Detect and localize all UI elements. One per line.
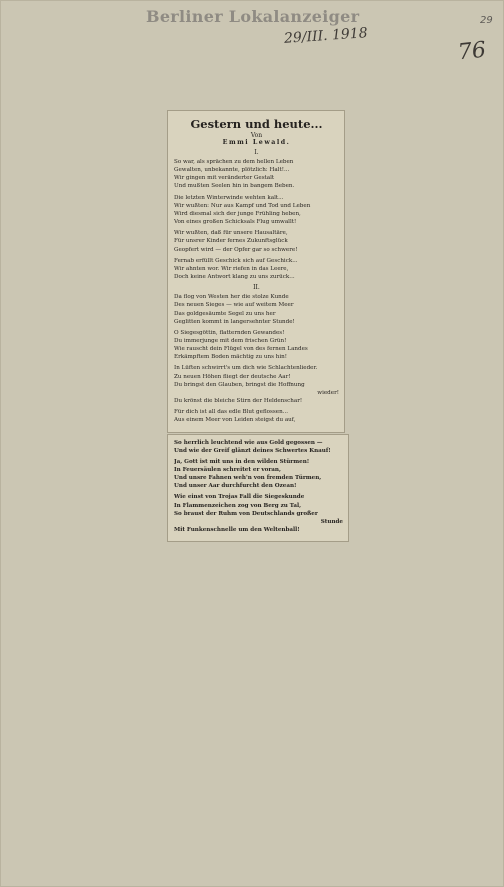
poem-line: Erkämpftem Boden mächtig zu uns hin!: [174, 354, 288, 361]
clipping-top-piece: [167, 110, 345, 433]
section-number-1: I.: [254, 149, 259, 156]
poem-line: Fernab erfüllt Geschick sich auf Geschick...: [174, 257, 298, 264]
poem-line: Und unser Aar durchfurcht den Ozean!: [174, 483, 297, 490]
poem-line: Du bringst den Glauben, bringst die Hoffnung: [174, 381, 305, 388]
poem-line: Wir wußten: Nur aus Kampf und Tod und Leben: [174, 202, 311, 209]
poem-line: Und unsre Fahnen weh'n von fremden Türmen,: [174, 475, 322, 482]
poem-stanza: [174, 293, 339, 326]
poem-stanza: [174, 194, 339, 227]
poem-part-1: [174, 158, 339, 281]
poem-stanza: [174, 329, 339, 362]
poem-stanza: [174, 458, 343, 491]
newspaper-stamp: Berliner Lokalanzeiger: [146, 7, 360, 26]
poem-line: Aus einem Meer von Leiden steigst du auf,: [174, 417, 296, 424]
poem-title: Gestern und heute...: [190, 117, 323, 131]
poem-stanza: [174, 229, 339, 253]
poem-line: Geglitten kommt in langersehnter Stunde!: [174, 318, 295, 325]
poem-line: Das goldgesäumte Segel zu uns her: [174, 310, 276, 317]
newspaper-clipping: [167, 110, 345, 542]
poem-part-2: [174, 293, 339, 424]
poem-line: Wir ahnten wor. Wir riefen in das Leere,: [174, 265, 289, 272]
poem-line: Zu neuen Höhen fliegt der deutsche Aar!: [174, 373, 291, 380]
poem-line: So war, als sprächen zu dem hellen Leben: [174, 159, 294, 165]
poem-line: Ja, Gott ist mit uns in den wilden Stürmen!: [174, 458, 310, 465]
poem-line: Gewalten, unbekannte, plötzlich: Halt!...: [174, 167, 290, 174]
page-number: 29: [480, 15, 493, 26]
poem-line: Doch keine Antwort klang zu uns zurück...: [174, 274, 295, 281]
poem-stanza: [174, 408, 339, 424]
poem-line: O Siegesgöttin, flatternden Gewandes!: [174, 329, 285, 336]
archive-number: 76: [456, 37, 488, 66]
poem-stanza: [174, 158, 339, 191]
poem-author: Emmi Lewald.: [222, 139, 291, 146]
poem-stanza: [174, 439, 343, 455]
poem-stanza: [174, 493, 343, 534]
poem-line: Wir wußten, daß für unsere Hausaltäre,: [174, 230, 288, 237]
poem-line: Wird diesmal sich der junge Frühling heben,: [174, 210, 301, 217]
poem-line: Geopfert wird — der Opfer gar so schwere!: [174, 246, 298, 253]
poem-byline-von: Von: [250, 132, 263, 139]
poem-line: Du immerjunge mit dem frischen Grün!: [174, 337, 287, 344]
poem-line: In Feuersäulen schreitet er voran,: [174, 467, 281, 473]
poem-line: In Lüften schwirrt's um dich wie Schlachtenlieder.: [174, 365, 318, 372]
poem-line: Mit Funkenschnelle um den Weltenball!: [174, 527, 300, 534]
poem-line: So braust der Ruhm von Deutschlands großer: [174, 510, 318, 517]
poem-line: Wie einst von Trojas Fall die Siegeskunde: [174, 494, 305, 501]
poem-line: In Flammenzeichen zog von Berg zu Tal,: [174, 502, 302, 509]
poem-part-2-continued: [174, 439, 343, 535]
poem-line: Für unsrer Kinder fernes Zukunftsglück: [174, 238, 288, 245]
poem-line: Stunde: [320, 518, 343, 525]
handwritten-date: 29/III. 1918: [283, 25, 369, 47]
poem-line: Die letzten Winterwinde wehten kalt...: [174, 194, 284, 201]
poem-line: Da flog von Westen her die stolze Kunde: [174, 294, 289, 301]
section-number-2: II.: [253, 284, 260, 292]
poem-stanza: [174, 257, 339, 281]
poem-line: Wie rauscht dein Flügel von des fernen Landes: [174, 346, 308, 353]
poem-line: Du krönst die bleiche Stirn der Heldenschar!: [174, 398, 303, 405]
poem-line: Von eines großen Schicksals Flug umwallt!: [174, 219, 297, 226]
poem-line: Des neuen Sieges — wie auf weitem Meer: [174, 302, 294, 309]
poem-line: Und mußten Seelen hin in bangem Beben.: [174, 183, 295, 190]
poem-stanza: [174, 364, 339, 405]
poem-line: Wir gingen mit veränderter Gestalt: [174, 175, 275, 182]
clipping-bottom-piece: [167, 434, 349, 543]
poem-line: Und wie der Greif glänzt deines Schwertes Knauf!: [174, 447, 331, 454]
poem-line: wieder!: [317, 389, 339, 396]
poem-line: So herrlich leuchtend wie aus Gold gegossen —: [174, 439, 323, 446]
poem-line: Für dich ist all das edle Blut geflossen...: [174, 409, 289, 416]
